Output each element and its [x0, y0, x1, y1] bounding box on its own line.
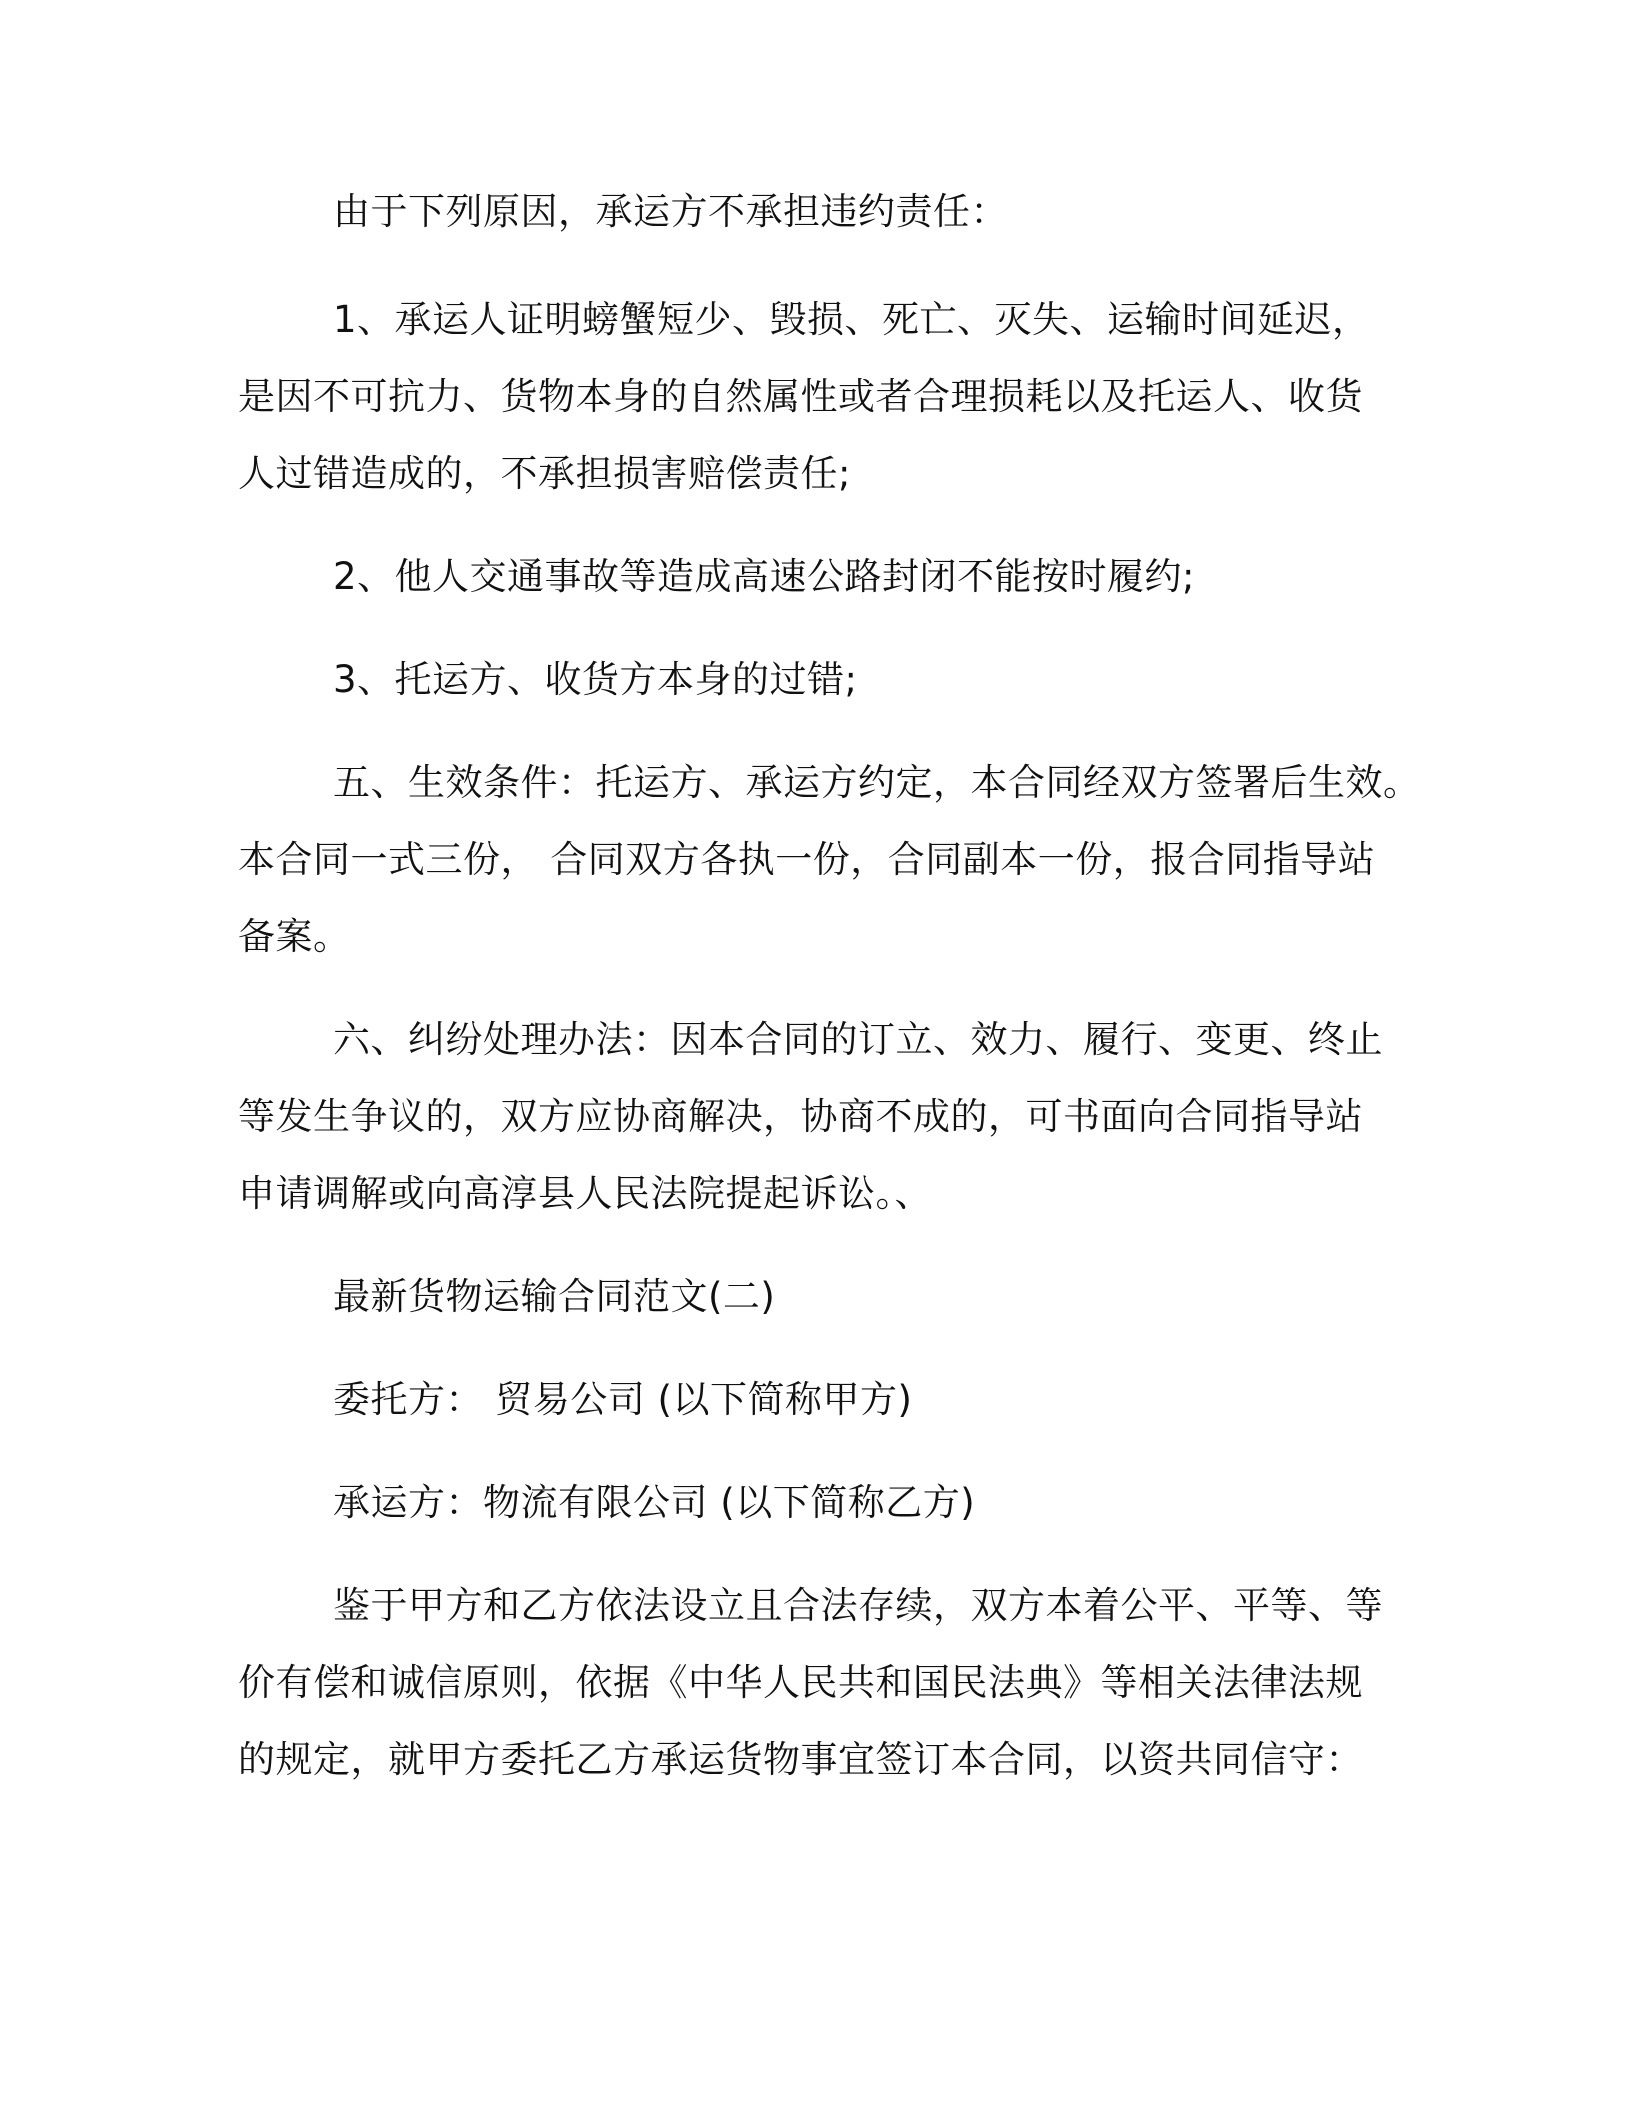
- paragraph-line: 五、生效条件：托运方、承运方约定，本合同经双方签署后生效。: [333, 761, 1421, 804]
- section-title: 最新货物运输合同范文(二): [333, 1275, 776, 1318]
- paragraph-line: 等发生争议的，双方应协商解决，协商不成的，可书面向合同指导站: [238, 1095, 1363, 1138]
- paragraph-line: 由于下列原因，承运方不承担违约责任：: [333, 190, 1008, 233]
- paragraph-line: 鉴于甲方和乙方依法设立且合法存续，双方本着公平、平等、等: [333, 1584, 1383, 1627]
- paragraph-line: 人过错造成的，不承担损害赔偿责任;: [238, 452, 851, 495]
- paragraph-line: 价有偿和诚信原则，依据《中华人民共和国民法典》等相关法律法规: [238, 1661, 1363, 1704]
- paragraph-line: 申请调解或向高淳县人民法院提起诉讼。、: [238, 1172, 932, 1215]
- paragraph-line: 承运方：物流有限公司 (以下简称乙方): [333, 1481, 976, 1524]
- paragraph-line: 的规定，就甲方委托乙方承运货物事宜签订本合同，以资共同信守：: [238, 1738, 1363, 1781]
- paragraph-line: 六、纠纷处理办法：因本合同的订立、效力、履行、变更、终止: [333, 1018, 1383, 1061]
- paragraph-line: 委托方： 贸易公司 (以下简称甲方): [333, 1378, 913, 1421]
- paragraph-line: 3、托运方、收货方本身的过错;: [333, 658, 858, 701]
- paragraph-line: 1、承运人证明螃蟹短少、毁损、死亡、灭失、运输时间延迟，: [333, 298, 1370, 341]
- paragraph-line: 本合同一式三份， 合同双方各执一份，合同副本一份，报合同指导站: [238, 838, 1376, 881]
- paragraph-line: 备案。: [238, 915, 351, 958]
- paragraph-line: 2、他人交通事故等造成高速公路封闭不能按时履约;: [333, 555, 1196, 598]
- paragraph-line: 是因不可抗力、货物本身的自然属性或者合理损耗以及托运人、收货: [238, 375, 1363, 418]
